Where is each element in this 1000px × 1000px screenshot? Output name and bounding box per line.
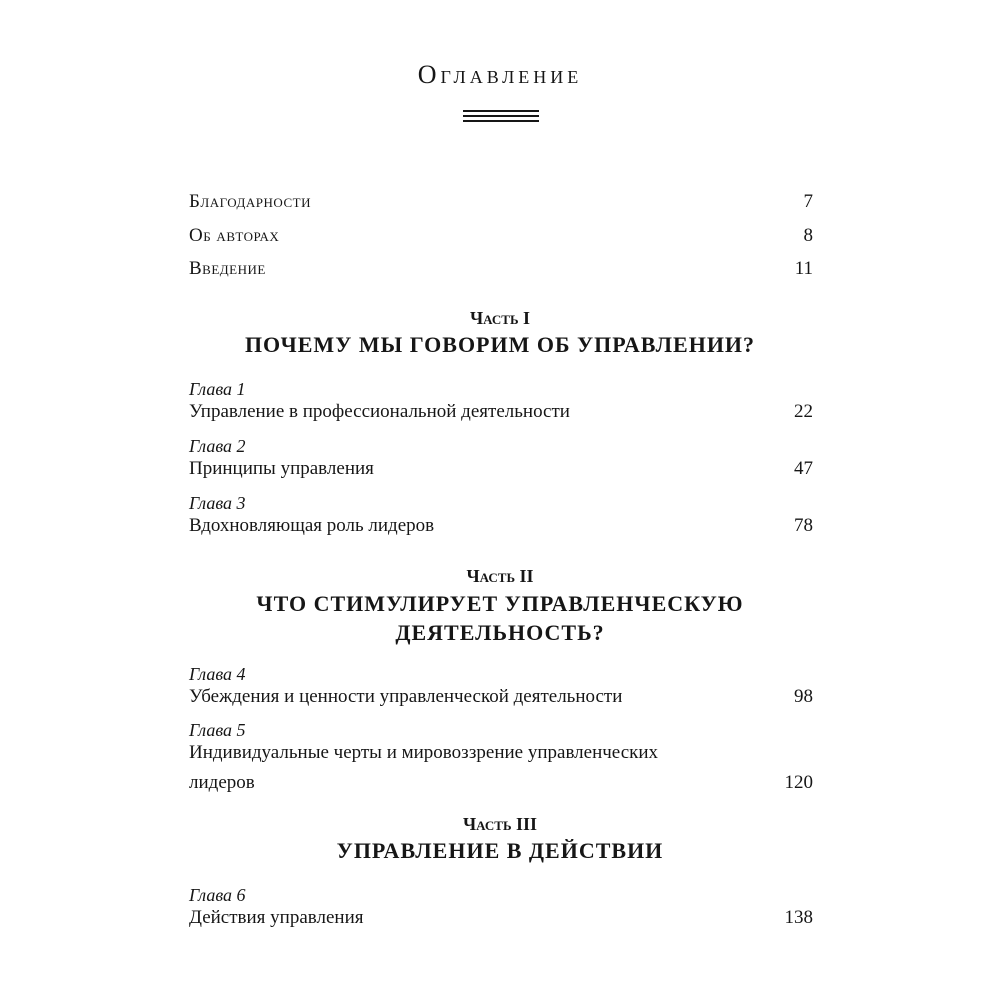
entry-title: Принципы управления — [189, 458, 374, 479]
entry-title: Благодарности — [189, 191, 311, 212]
entry-title: Действия управления — [189, 907, 364, 928]
page-number: 47 — [794, 458, 813, 479]
toc-entry-chapter-6[interactable] — [189, 906, 813, 930]
page-number: 138 — [784, 907, 813, 928]
toc-entry-about-authors[interactable] — [189, 224, 813, 248]
toc-entry-introduction[interactable] — [189, 257, 813, 281]
part-title-line-2: ДЕЯТЕЛЬНОСТЬ? — [395, 620, 605, 645]
page-number: 120 — [784, 772, 813, 793]
toc-entry-chapter-3[interactable] — [189, 514, 813, 538]
entry-title: Вдохновляющая роль лидеров — [189, 515, 435, 536]
entry-title: Введение — [189, 258, 266, 279]
part-label: Часть III — [462, 814, 538, 834]
page-number: 22 — [794, 401, 813, 422]
chapter-label: Глава 2 — [189, 436, 246, 456]
part-title: УПРАВЛЕНИЕ В ДЕЙСТВИИ — [336, 838, 664, 863]
page-number: 7 — [803, 191, 813, 212]
chapter-label: Глава 1 — [189, 379, 246, 399]
page-number: 8 — [803, 225, 813, 246]
part-title: ПОЧЕМУ МЫ ГОВОРИМ ОБ УПРАВЛЕНИИ? — [244, 332, 756, 357]
entry-title-line-2: лидеров — [189, 772, 255, 793]
page-number: 98 — [794, 686, 813, 707]
toc-entry-chapter-1[interactable] — [189, 400, 813, 424]
entry-title-line-1: Индивидуальные черты и мировоззрение управленческих — [189, 742, 659, 763]
part-title-line-1: ЧТО СТИМУЛИРУЕТ УПРАВЛЕНЧЕСКУЮ — [256, 591, 744, 616]
heading-rule-top — [463, 110, 539, 112]
page-number: 78 — [794, 515, 813, 536]
entry-title: Убеждения и ценности управленческой деятельности — [189, 686, 623, 707]
toc-entry-chapter-5[interactable] — [189, 741, 813, 795]
chapter-label: Глава 6 — [189, 885, 246, 905]
toc-entry-acknowledgements[interactable] — [189, 190, 813, 214]
entry-title: Управление в профессиональной деятельности — [189, 401, 570, 422]
heading-rule-bottom — [463, 120, 539, 122]
toc-entry-chapter-2[interactable] — [189, 457, 813, 481]
page-number: 11 — [794, 258, 813, 279]
heading-rule-middle — [463, 115, 539, 117]
part-label: Часть I — [469, 308, 531, 328]
toc-heading: Оглавление — [417, 60, 583, 89]
toc-entry-chapter-4[interactable] — [189, 685, 813, 709]
chapter-label: Глава 4 — [189, 664, 246, 684]
chapter-label: Глава 3 — [189, 493, 246, 513]
part-label: Часть II — [466, 566, 534, 586]
entry-title: Об авторах — [189, 225, 280, 246]
chapter-label: Глава 5 — [189, 720, 246, 740]
